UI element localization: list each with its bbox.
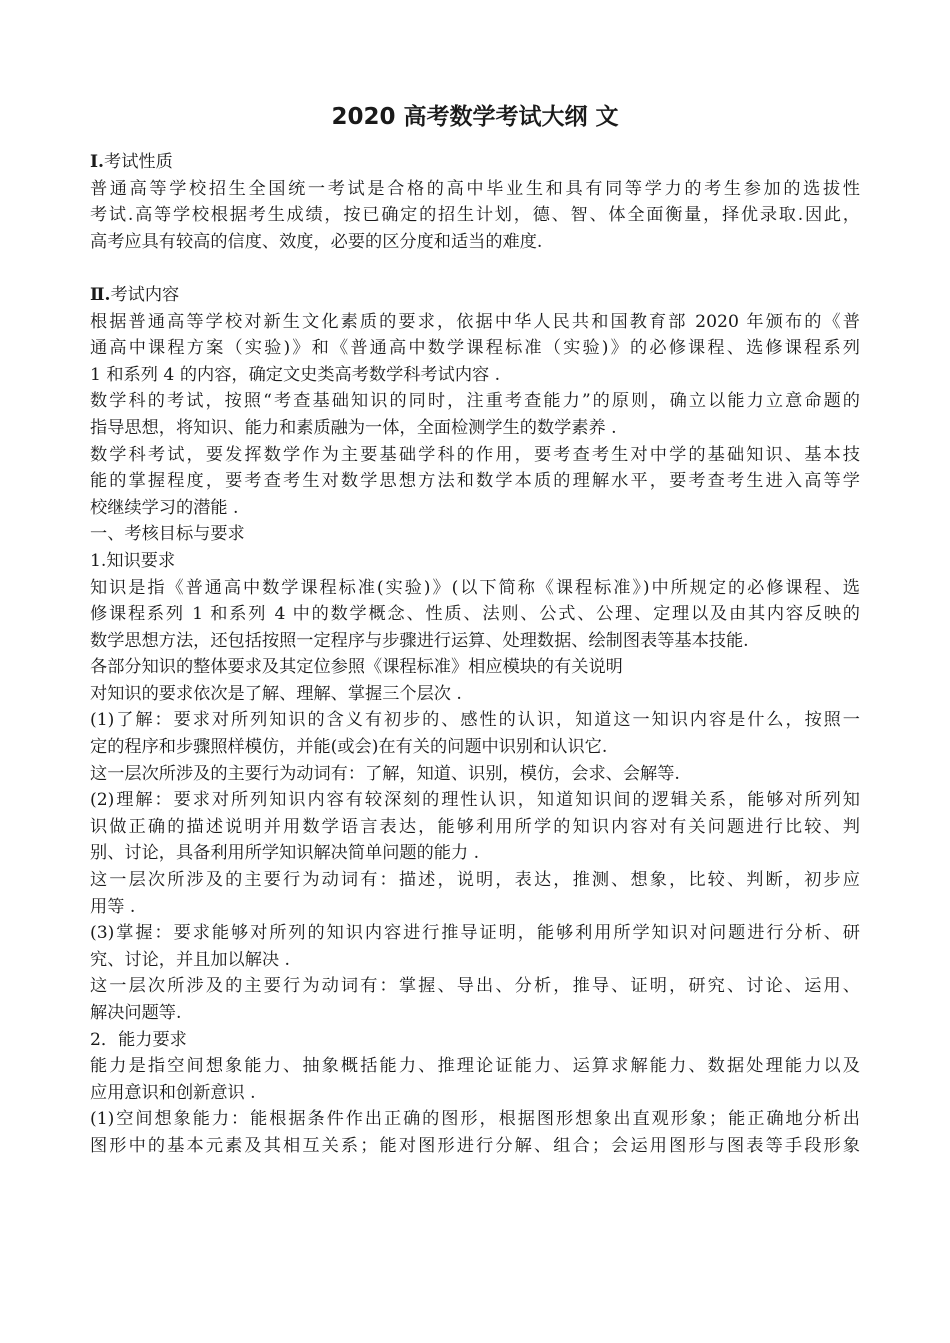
paragraph-line: 各部分知识的整体要求及其定位参照《课程标准》相应模块的有关说明 xyxy=(90,657,623,678)
paragraph-line: 知识是指《普通高中数学课程标准(实验)》(以下简称《课程标准》)中所规定的必修课程、选 xyxy=(90,577,860,598)
section-1-heading xyxy=(90,149,860,176)
paragraph-line: 数学科的考试，按照“考查基础知识的同时，注重考查能力”的原则，确立以能力立意命题的 xyxy=(90,391,860,412)
paragraph-line: 通高中课程方案（实验)》和《普通高中数学课程标准（实验)》的必修课程、选修课程系列 xyxy=(90,338,860,359)
document-title: 2020 高考数学考试大纲 文 xyxy=(331,104,619,130)
paragraph-line: (1)空间想象能力：能根据条件作出正确的图形，根据图形想象出直观形象；能正确地分析出 xyxy=(90,1109,860,1130)
paragraph-line: 识做正确的描述说明并用数学语言表达，能够利用所学的知识内容对有关问题进行比较、判 xyxy=(90,816,860,837)
paragraph-line: 修课程系列 1 和系列 4 中的数学概念、性质、法则、公式、公理、定理以及由其内容反映的 xyxy=(90,604,860,625)
paragraph-line: (1)了解：要求对所列知识的含义有初步的、感性的认识，知道这一知识内容是什么，按照一 xyxy=(90,710,860,731)
paragraph-line: 高考应具有较高的信度、效度，必要的区分度和适当的难度. xyxy=(90,231,543,252)
paragraph-line: 图形中的基本元素及其相互关系；能对图形进行分解、组合；会运用图形与图表等手段形象 xyxy=(90,1135,860,1156)
paragraph-line: (2)理解：要求对所列知识内容有较深刻的理性认识，知道知识间的逻辑关系，能够对所列知 xyxy=(90,790,860,811)
paragraph-line: 定的程序和步骤照样模仿，并能(或会)在有关的问题中识别和认识它. xyxy=(90,737,608,758)
document-body xyxy=(90,149,860,1160)
paragraph-line: 校继续学习的潜能 . xyxy=(90,497,239,518)
section-2-heading xyxy=(90,282,860,309)
paragraph-line: 这一层次所涉及的主要行为动词有：了解，知道、识别，模仿，会求、会解等. xyxy=(90,763,680,784)
subsection-heading: 一、考核目标与要求 xyxy=(90,524,245,545)
spacer xyxy=(90,255,860,282)
section-2-title: 考试内容 xyxy=(110,284,180,305)
paragraph-line: 对知识的要求依次是了解、理解、掌握三个层次 . xyxy=(90,683,462,704)
paragraph-line: 根据普通高等学校对新生文化素质的要求，依据中华人民共和国教育部 2020 年颁布的《普 xyxy=(90,311,860,332)
paragraph-line: 别、讨论，具备利用所学知识解决简单问题的能力 . xyxy=(90,843,480,864)
paragraph-line: 这一层次所涉及的主要行为动词有：描述，说明，表达，推测、想象，比较、判断，初步应 xyxy=(90,870,860,891)
paragraph-line: 数学科考试，要发挥数学作为主要基础学科的作用，要考查考生对中学的基础知识、基本技 xyxy=(90,444,860,465)
paragraph-line: 应用意识和创新意识 . xyxy=(90,1082,256,1103)
section-1-number: I. xyxy=(90,152,105,172)
paragraph-line: (3)掌握：要求能够对所列的知识内容进行推导证明，能够利用所学知识对问题进行分析、研 xyxy=(90,923,860,944)
section-2-number: Ⅱ. xyxy=(90,284,111,305)
paragraph-line: 指导思想，将知识、能力和素质融为一体，全面检测学生的数学素养 . xyxy=(90,417,617,438)
paragraph-line: 数学思想方法，还包括按照一定程序与步骤进行运算、处理数据、绘制图表等基本技能. xyxy=(90,630,749,651)
paragraph-line: 考试.高等学校根据考生成绩，按已确定的招生计划，德、智、体全面衡量，择优录取.因此， xyxy=(90,205,860,226)
paragraph-line: 能的掌握程度，要考查考生对数学思想方法和数学本质的理解水平，要考查考生进入高等学 xyxy=(90,471,860,492)
ability-heading: 2．能力要求 xyxy=(90,1029,187,1050)
paragraph-line: 用等 . xyxy=(90,896,136,917)
section-1-title: 考试性质 xyxy=(104,152,173,172)
knowledge-heading: 1.知识要求 xyxy=(90,550,176,571)
paragraph-line: 能力是指空间想象能力、抽象概括能力、推理论证能力、运算求解能力、数据处理能力以及 xyxy=(90,1056,860,1077)
paragraph-line: 普通高等学校招生全国统一考试是合格的高中毕业生和具有同等学力的考生参加的选拔性 xyxy=(90,178,860,199)
paragraph-line: 1 和系列 4 的内容，确定文史类高考数学科考试内容 . xyxy=(90,364,501,385)
paragraph-line: 这一层次所涉及的主要行为动词有：掌握、导出、分析，推导、证明，研究、讨论、运用、 xyxy=(90,976,860,997)
paragraph-line: 解决问题等. xyxy=(90,1003,182,1023)
paragraph-line: 究、讨论，并且加以解决 . xyxy=(90,949,290,970)
